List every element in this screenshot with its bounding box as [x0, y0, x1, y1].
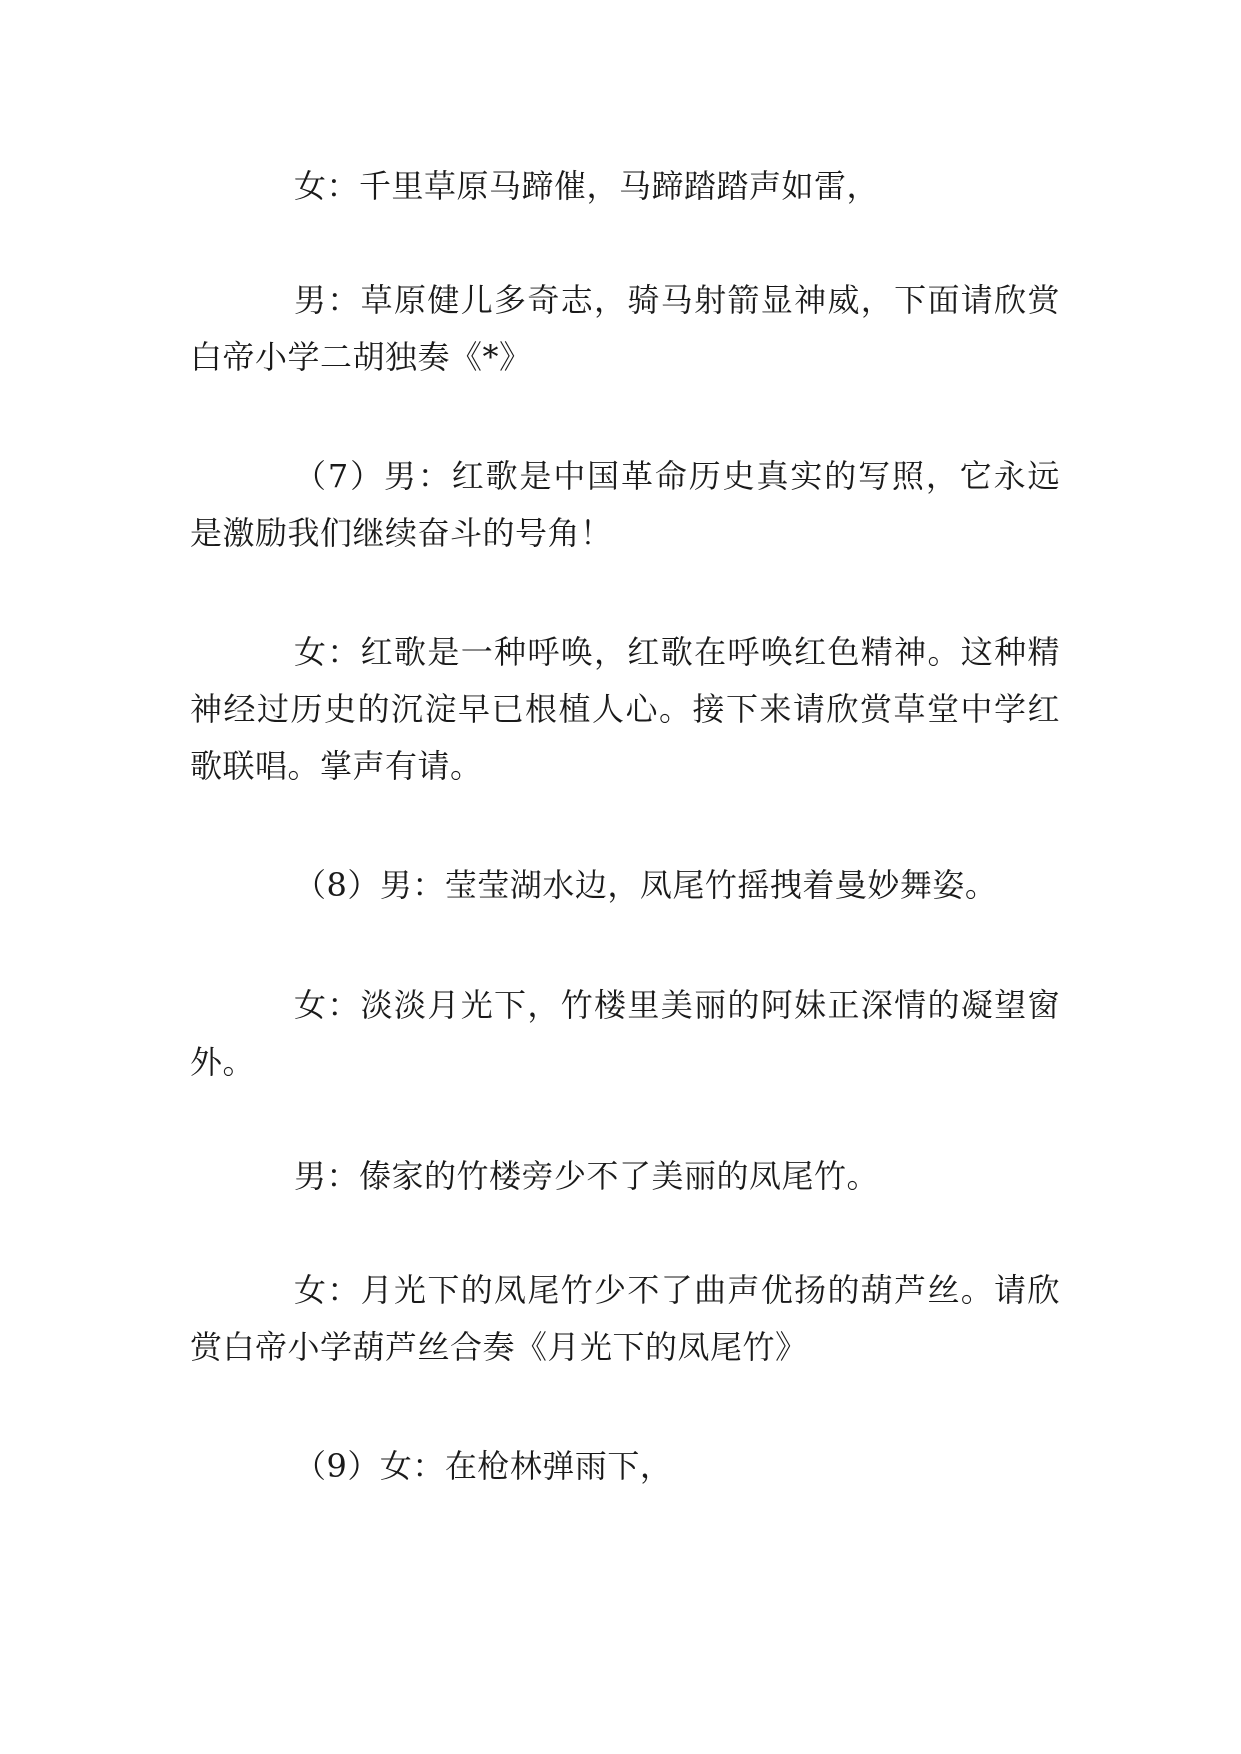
paragraph-3: （7）男：红歌是中国革命历史真实的写照，它永远是激励我们继续奋斗的号角！ — [190, 457, 1060, 552]
paragraph-2: 男：草原健儿多奇志，骑马射箭显神威，下面请欣赏白帝小学二胡独奏《*》 — [190, 281, 1060, 376]
paragraph-6: 女：淡淡月光下，竹楼里美丽的阿妹正深情的凝望窗外。 — [190, 986, 1060, 1081]
paragraph-5: （8）男：莹莹湖水边，凤尾竹摇拽着曼妙舞姿。 — [294, 866, 998, 904]
paragraph-7: 男：傣家的竹楼旁少不了美丽的凤尾竹。 — [294, 1157, 880, 1195]
paragraph-9: （9）女：在枪林弹雨下， — [294, 1447, 673, 1485]
paragraph-8: 女：月光下的凤尾竹少不了曲声优扬的葫芦丝。请欣赏白帝小学葫芦丝合奏《月光下的凤尾竹》 — [190, 1271, 1060, 1366]
paragraph-1: 女：千里草原马蹄催，马蹄踏踏声如雷， — [294, 167, 880, 205]
paragraph-4: 女：红歌是一种呼唤，红歌在呼唤红色精神。这种精神经过历史的沉淀早已根植人心。接下来请欣赏草堂中学红歌联唱。掌声有请。 — [190, 633, 1060, 785]
